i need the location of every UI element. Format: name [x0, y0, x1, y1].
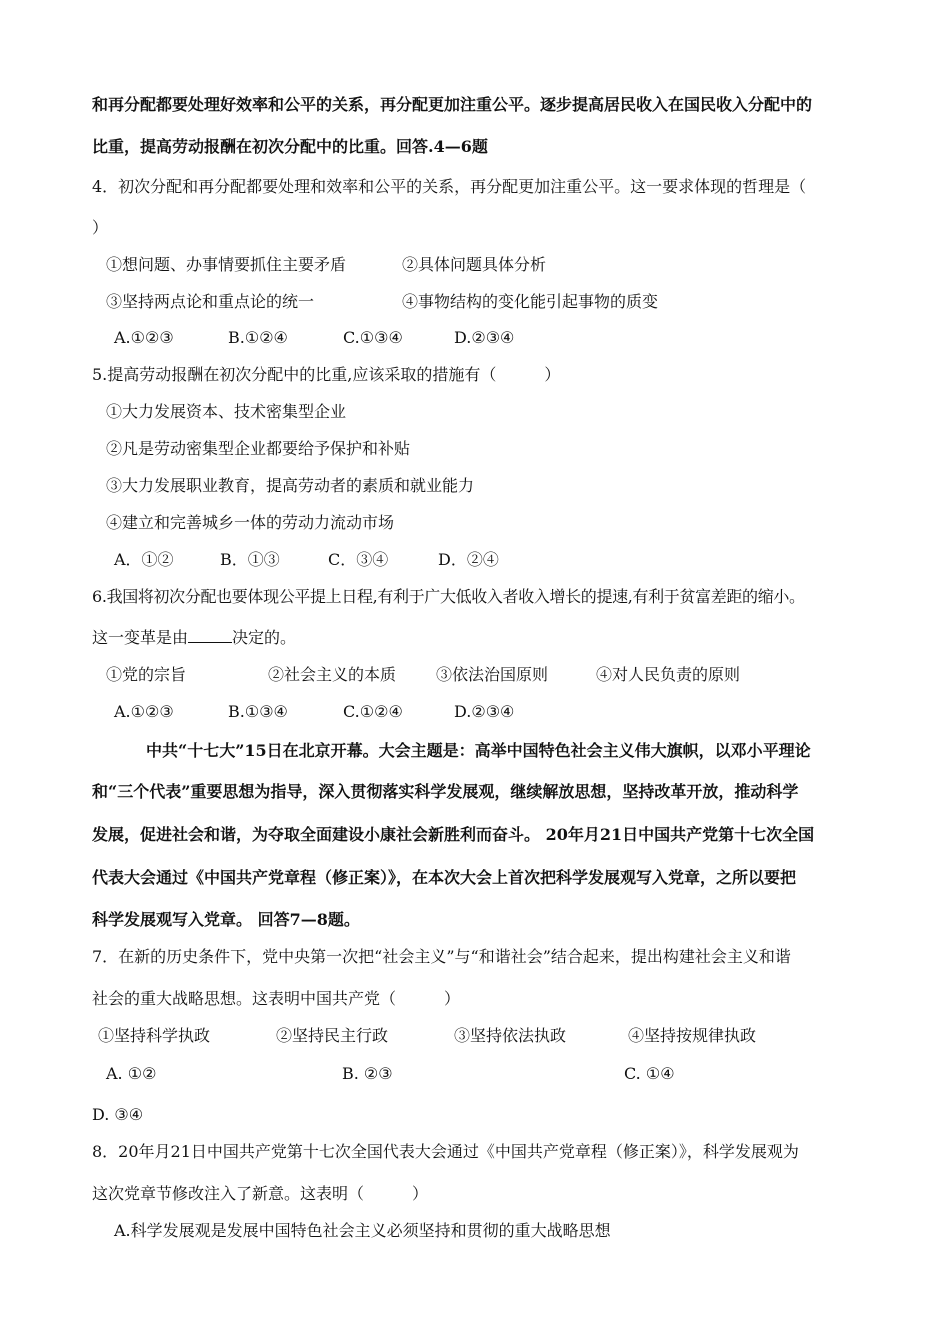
q6-option-2: ②社会主义的本质 — [268, 665, 397, 684]
q4-answer-c: C.①③④ — [343, 328, 403, 347]
q4-option-1: ①想问题、办事情要抓住主要矛盾 — [106, 255, 347, 274]
q5-answer-a: A．①② — [114, 550, 174, 569]
q4-option-3: ③坚持两点论和重点论的统一 — [106, 292, 315, 311]
q6-answer-a: A.①②③ — [114, 702, 174, 721]
q5-answer-c: C．③④ — [328, 550, 389, 569]
fill-in-blank — [188, 628, 232, 643]
q4-answer-a: A.①②③ — [114, 328, 174, 347]
q7-option-4: ④坚持按规律执政 — [628, 1026, 757, 1045]
q7-answer-d: D. ③④ — [92, 1105, 144, 1124]
passage1-line1: 和再分配都要处理好效率和公平的关系，再分配更加注重公平。逐步提高居民收入在国民收入分配中的 — [92, 95, 813, 114]
passage2-line1: 中共“十七大”15日在北京开幕。大会主题是：高举中国特色社会主义伟大旗帜，以邓小平理论 — [146, 741, 811, 760]
q6-stem-prefix: 这一变革是由 — [92, 628, 189, 647]
q6-option-4: ④对人民负责的原则 — [596, 665, 741, 684]
q6-stem-line2 — [92, 627, 296, 649]
q7-answer-c: C. ①④ — [624, 1064, 675, 1083]
q5-answer-b: B．①③ — [220, 550, 280, 569]
q6-option-3: ③依法治国原则 — [436, 665, 549, 684]
q5-option-2: ②凡是劳动密集型企业都要给予保护和补贴 — [106, 439, 411, 458]
q6-stem-suffix: 决定的。 — [232, 628, 297, 647]
q6-stem-line1: 6.我国将初次分配也要体现公平提上日程,有利于广大低收入者收入增长的提速,有利于贫富差距的缩小。 — [92, 587, 805, 606]
passage2-line3: 发展，促进社会和谐，为夺取全面建设小康社会新胜利而奋斗。 20年月21日中国共产党第十七次全国 — [92, 825, 815, 844]
q6-answer-b: B.①③④ — [228, 702, 288, 721]
passage2-line5: 科学发展观写入党章。 回答7—8题。 — [92, 910, 360, 929]
q7-stem-line2: 社会的重大战略思想。这表明中国共产党（ ） — [92, 989, 461, 1008]
q5-option-1: ①大力发展资本、技术密集型企业 — [106, 402, 347, 421]
q7-option-1: ①坚持科学执政 — [98, 1026, 211, 1045]
q7-option-2: ②坚持民主行政 — [276, 1026, 389, 1045]
q7-stem-line1: 7．在新的历史条件下，党中央第一次把“社会主义”与“和谐社会”结合起来，提出构建社会主义和谐 — [92, 947, 791, 966]
q5-option-4: ④建立和完善城乡一体的劳动力流动市场 — [106, 513, 395, 532]
q7-option-3: ③坚持依法执政 — [454, 1026, 567, 1045]
q6-option-1: ①党的宗旨 — [106, 665, 187, 684]
q4-option-4: ④事物结构的变化能引起事物的质变 — [402, 292, 659, 311]
passage2-line2: 和“三个代表”重要思想为指导，深入贯彻落实科学发展观，继续解放思想，坚持改革开放，推动科学 — [92, 782, 799, 801]
q8-stem-line2: 这次党章节修改注入了新意。这表明（ ） — [92, 1184, 429, 1203]
passage2-line4: 代表大会通过《中国共产党章程（修正案）》，在本次大会上首次把科学发展观写入党章，之所以要把 — [92, 868, 797, 887]
q8-stem-line1: 8．20年月21日中国共产党第十七次全国代表大会通过《中国共产党章程（修正案）》，科学发展观为 — [92, 1142, 799, 1161]
passage1-line2: 比重，提高劳动报酬在初次分配中的比重。回答.4—6题 — [92, 137, 488, 156]
q7-answer-a: A. ①② — [106, 1064, 157, 1083]
q4-stem-line2: ） — [92, 218, 109, 237]
q4-answer-d: D.②③④ — [454, 328, 515, 347]
q4-stem-line1: 4．初次分配和再分配都要处理和效率和公平的关系，再分配更加注重公平。这一要求体现的哲理是（ — [92, 177, 807, 196]
q6-answer-c: C.①②④ — [343, 702, 403, 721]
q4-option-2: ②具体问题具体分析 — [402, 255, 547, 274]
q5-answer-d: D．②④ — [438, 550, 499, 569]
q5-stem: 5.提高劳动报酬在初次分配中的比重,应该采取的措施有（ ） — [92, 365, 561, 384]
q5-option-3: ③大力发展职业教育，提高劳动者的素质和就业能力 — [106, 476, 475, 495]
q8-option-a: A.科学发展观是发展中国特色社会主义必须坚持和贯彻的重大战略思想 — [114, 1221, 611, 1240]
q6-answer-d: D.②③④ — [454, 702, 515, 721]
q7-answer-b: B. ②③ — [342, 1064, 393, 1083]
q4-answer-b: B.①②④ — [228, 328, 288, 347]
